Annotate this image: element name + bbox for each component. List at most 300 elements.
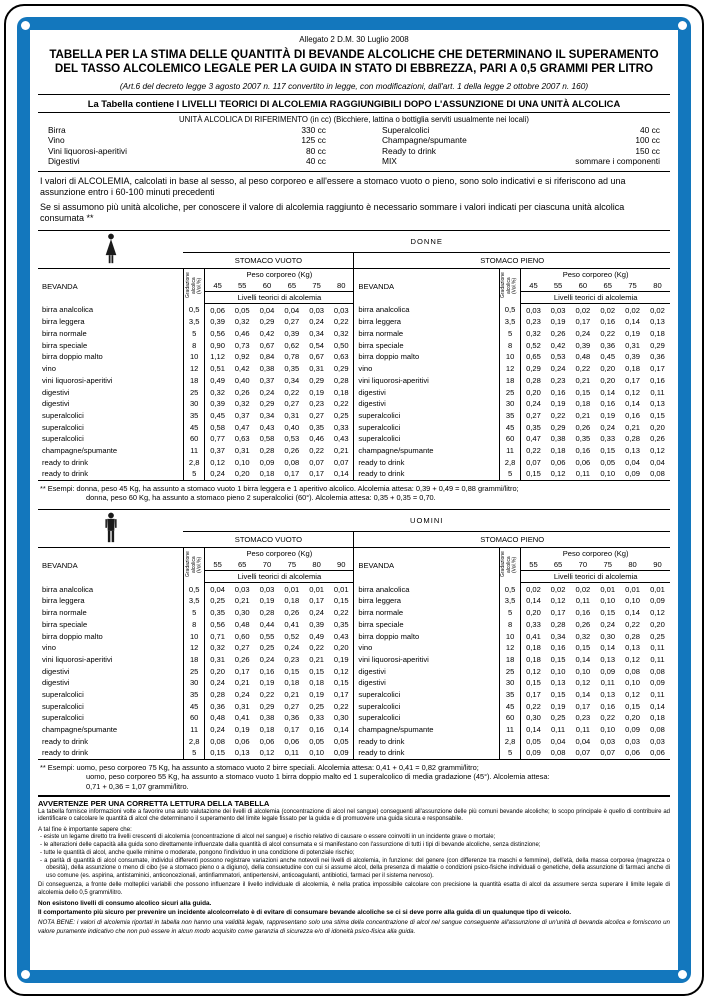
alcolemia-value: 0,42: [234, 364, 250, 374]
alcolemia-value: 0,02: [575, 305, 591, 315]
bevanda-label: vini liquorosi-aperitivi: [354, 654, 499, 666]
alcolemia-value: 0,16: [309, 725, 325, 734]
table-row: [38, 630, 670, 642]
alcolemia-value: 0,18: [575, 399, 591, 409]
alcolemia-value: 0,16: [575, 608, 591, 618]
alcolemia-value: 0,14: [575, 654, 591, 664]
alcolemia-value: 0,29: [259, 317, 275, 327]
alcolemia-value: 0,21: [333, 445, 349, 455]
bevanda-label: birra analcolica: [42, 305, 94, 315]
gradazione-value: 8: [183, 618, 204, 630]
weight-header: 70: [570, 559, 595, 571]
bevanda-label: champagne/spumante: [42, 445, 118, 455]
gradazione-value: 18: [499, 374, 520, 386]
weight-header: 75: [620, 280, 645, 292]
alcolemia-value: 0,14: [625, 399, 640, 409]
alcolemia-value: 0,13: [600, 689, 616, 699]
alcolemia-value: 0,25: [210, 596, 225, 606]
gradazione-value: 0,5: [183, 304, 204, 316]
alcolemia-value: 0,62: [284, 340, 300, 350]
bevanda-label: ready to drink: [354, 456, 499, 468]
unit-name: Digestivi: [48, 156, 80, 167]
weight-header: 80: [304, 559, 329, 571]
alcolemia-value: 0,11: [575, 596, 590, 606]
alcolemia-value: 0,10: [575, 666, 591, 676]
alcolemia-value: 0,28: [333, 375, 349, 385]
alcolemia-value: 0,12: [650, 608, 665, 618]
alcolemia-value: 0,22: [333, 317, 349, 327]
alcolemia-value: 0,29: [259, 701, 275, 711]
alcolemia-value: 0,03: [309, 305, 325, 315]
weight-header: 65: [546, 559, 571, 571]
gradazione-value: 8: [499, 618, 520, 630]
alcolemia-value: 0,23: [550, 375, 566, 385]
avvertenze-bullet: - esiste un legame diretto tra livelli crescenti di alcolemia (concentrazione di alcol nel sangue) e rischio relativo di causare o essere coinvolti in un incidente grave o mortale;: [40, 834, 496, 841]
alcolemia-value: 0,13: [230, 747, 255, 759]
alcolemia-value: 0,16: [600, 701, 616, 711]
alcolemia-value: 0,15: [284, 666, 300, 676]
gradazione-value: 5: [183, 747, 204, 759]
donne-table: [38, 230, 670, 481]
alcolemia-value: 0,07: [333, 457, 349, 467]
alcolemia-value: 0,60: [234, 631, 250, 641]
unit-column-right: [382, 125, 660, 167]
avvertenze-bullet: - tutte le quantità di alcol, anche quelle minime o moderate, pongono l'individuo in una condizione di potenziale rischio;: [40, 849, 355, 856]
alcolemia-value: 0,21: [284, 689, 300, 699]
alcolemia-value: 0,28: [550, 619, 566, 629]
weight-header: 60: [255, 280, 280, 292]
alcolemia-value: 0,02: [550, 584, 566, 594]
alcolemia-value: 0,18: [650, 329, 665, 339]
unit-name: Vini liquorosi-aperitivi: [48, 145, 127, 156]
alcolemia-value: 0,03: [550, 305, 566, 315]
weight-header: 55: [205, 559, 230, 571]
bevanda-label: ready to drink: [354, 468, 499, 480]
gradazione-value: 5: [499, 328, 520, 340]
table-row: [38, 665, 670, 677]
alcolemia-value: 0,36: [650, 352, 665, 362]
alcolemia-value: 0,24: [600, 619, 616, 629]
alcolemia-value: 0,41: [526, 631, 541, 641]
alcolemia-value: 0,43: [333, 631, 349, 641]
table-row: [38, 410, 670, 422]
alcolemia-value: 0,38: [259, 713, 275, 723]
alcolemia-value: 0,46: [234, 329, 250, 339]
alcolemia-value: 0,20: [210, 666, 225, 676]
alcolemia-value: 0,32: [210, 643, 225, 653]
avvertenze-bullet: - le alterazioni delle capacità alla guida sono direttamente influenzate dalla quantità di alcol consumata e si manifestano con l'assunzione di tutti i tipi di bevande alcoliche, senza distinzione;: [40, 841, 541, 848]
alcolemia-value: 0,28: [210, 689, 225, 699]
alcolemia-value: 0,09: [600, 666, 616, 676]
alcolemia-value: 0,12: [650, 445, 665, 455]
alcolemia-value: 0,13: [625, 445, 640, 455]
alcolemia-value: 0,29: [650, 340, 665, 350]
gradazione-header-label: Gradazione alcolica (Vol.%): [500, 272, 518, 299]
gradazione-header-label: Gradazione alcolica (Vol.%): [184, 272, 203, 299]
contains-line: La Tabella contiene I LIVELLI TEORICI DI ALCOLEMIA RAGGIUNGIBILI DOPO L'ASSUNZIONE DI UNA UNITÀ ALCOLICA: [87, 97, 621, 109]
gradazione-value: 30: [499, 677, 520, 689]
unit-reference-list: [38, 125, 670, 169]
alcolemia-value: 0,42: [550, 340, 566, 350]
alcolemia-value: 0,26: [234, 654, 250, 664]
alcolemia-value: 0,13: [650, 317, 665, 327]
alcolemia-value: 0,11: [650, 387, 665, 397]
alcolemia-value: 0,48: [210, 713, 225, 723]
alcolemia-value: 0,17: [333, 689, 349, 699]
alcolemia-value: 0,11: [575, 725, 590, 734]
alcolemia-value: 0,10: [234, 457, 250, 467]
gradazione-value: 5: [183, 328, 204, 340]
bevanda-label: ready to drink: [354, 747, 499, 759]
table-row: [38, 618, 670, 630]
alcolemia-value: 0,43: [333, 434, 349, 444]
table-row: [38, 398, 670, 410]
weight-header: 60: [570, 280, 595, 292]
gradazione-value: 45: [183, 700, 204, 712]
alcolemia-value: 0,12: [333, 666, 349, 676]
alcolemia-value: 0,22: [333, 399, 349, 409]
alcolemia-value: 0,32: [526, 329, 541, 339]
alcolemia-value: 0,05: [333, 736, 349, 746]
alcolemia-value: 0,35: [309, 422, 325, 432]
alcolemia-value: 0,02: [526, 584, 541, 594]
donne-table-container: [38, 230, 670, 481]
gradazione-value: 60: [183, 712, 204, 724]
divider: [38, 795, 670, 797]
footnote-line: ** Esempi: donna, peso 45 Kg, ha assunto a stomaco vuoto 1 birra leggera e 1 aperitivo alcolico. Alcolemia attesa: 0,39 + 0,49 = 0,88 grammi/litro;: [40, 483, 519, 493]
alcolemia-value: 0,09: [650, 678, 665, 688]
unit-name: Superalcolici: [382, 124, 430, 135]
alcolemia-value: 0,17: [575, 701, 591, 711]
table-row: [38, 386, 670, 398]
alcolemia-value: 0,15: [333, 678, 349, 688]
alcolemia-value: 0,15: [521, 468, 546, 480]
alcolemia-value: 0,30: [526, 713, 541, 723]
alcolemia-value: 0,30: [600, 631, 616, 641]
gradazione-value: 35: [183, 689, 204, 701]
unit-name: Champagne/spumante: [382, 135, 467, 146]
alcolemia-value: 0,28: [259, 608, 275, 618]
alcolemia-value: 0,06: [210, 305, 225, 315]
table-row: [38, 595, 670, 607]
man-icon: [103, 512, 119, 543]
alcolemia-value: 0,18: [650, 713, 665, 723]
alcolemia-value: 0,02: [600, 305, 616, 315]
alcolemia-value: 0,25: [550, 713, 566, 723]
bevanda-label: ready to drink: [38, 468, 183, 480]
alcolemia-value: 0,18: [284, 596, 300, 606]
unit-name: Vino: [48, 135, 65, 146]
gradazione-value: 11: [183, 724, 204, 736]
alcolemia-value: 0,63: [234, 434, 250, 444]
divider: [38, 112, 670, 113]
stomaco-vuoto-header: STOMACO VUOTO: [183, 531, 353, 547]
bevanda-label: superalcolici: [354, 410, 499, 422]
alcolemia-value: 0,18: [526, 654, 541, 664]
uomini-table: [38, 509, 670, 760]
alcolemia-value: 0,73: [234, 340, 250, 350]
alcolemia-value: 0,54: [309, 340, 325, 350]
weight-header: 75: [304, 280, 329, 292]
alcolemia-value: 0,06: [620, 747, 645, 759]
alcolemia-value: 0,41: [284, 619, 300, 629]
alcolemia-value: 0,05: [234, 305, 250, 315]
alcolemia-value: 0,24: [600, 422, 616, 432]
alcolemia-value: 0,35: [210, 608, 225, 618]
alcolemia-value: 0,45: [600, 352, 616, 362]
bevanda-label: vini liquorosi-aperitivi: [42, 654, 113, 664]
bevanda-label: birra speciale: [42, 340, 88, 350]
gradazione-value: 8: [499, 339, 520, 351]
bevanda-label: birra leggera: [42, 317, 85, 327]
table-row: [38, 700, 670, 712]
alcolemia-value: 0,31: [234, 445, 250, 455]
alcolemia-value: 0,24: [575, 329, 591, 339]
alcolemia-value: 0,16: [650, 375, 665, 385]
gradazione-value: 10: [183, 351, 204, 363]
table-row: [38, 328, 670, 340]
alcolemia-value: 0,11: [550, 725, 566, 734]
bevanda-label: birra analcolica: [42, 584, 94, 594]
alcolemia-value: 0,14: [600, 387, 616, 397]
bevanda-label: superalcolici: [354, 421, 499, 433]
gradazione-value: 60: [183, 433, 204, 445]
alcolemia-value: 0,31: [625, 340, 640, 350]
alcolemia-value: 0,24: [259, 387, 275, 397]
alcolemia-value: 0,15: [575, 643, 591, 653]
alcolemia-value: 0,19: [234, 725, 250, 734]
alcolemia-value: 0,11: [650, 689, 665, 699]
alcolemia-value: 0,11: [600, 678, 615, 688]
warning-line-1: Non esistono livelli di consumo alcolico sicuri alla guida.: [38, 899, 212, 907]
gradazione-value: 12: [499, 363, 520, 375]
alcolemia-value: 0,19: [333, 654, 349, 664]
alcolemia-value: 0,27: [284, 701, 300, 711]
alcolemia-value: 0,34: [309, 329, 325, 339]
alcolemia-value: 0,35: [575, 434, 591, 444]
bevanda-label: ready to drink: [354, 735, 499, 747]
alcolemia-value: 0,01: [309, 584, 325, 594]
bevanda-label: digestivi: [354, 665, 499, 677]
divider: [38, 171, 670, 172]
gradazione-value: 25: [183, 665, 204, 677]
alcolemia-value: 0,07: [570, 747, 595, 759]
alcolemia-value: 0,24: [526, 399, 541, 409]
alcolemia-value: 0,03: [526, 305, 541, 315]
alcolemia-value: 0,14: [526, 596, 541, 606]
alcolemia-value: 0,18: [309, 678, 325, 688]
alcolemia-value: 0,46: [309, 434, 325, 444]
weight-header: 80: [620, 559, 645, 571]
alcolemia-value: 0,27: [234, 643, 250, 653]
alcolemia-value: 0,48: [234, 619, 250, 629]
alcolemia-value: 0,03: [333, 305, 349, 315]
page-title: TABELLA PER LA STIMA DELLE QUANTITÀ DI BEVANDE ALCOLICHE CHE DETERMINANO IL SUPERAMENTO DEL TASSO ALCOLEMICO LEGALE PER LA GUIDA IN STATO DI EBBREZZA, PARI A 0,5 GRAMMI PER LITRO: [49, 48, 659, 76]
alcolemia-value: 0,22: [333, 608, 349, 618]
alcolemia-value: 0,06: [645, 747, 670, 759]
alcolemia-value: 0,42: [259, 329, 275, 339]
sign-content: [38, 35, 670, 965]
alcolemia-value: 0,21: [575, 375, 591, 385]
alcolemia-value: 0,34: [259, 410, 275, 420]
bevanda-label: vino: [42, 643, 56, 653]
alcolemia-value: 0,05: [309, 736, 325, 746]
gradazione-value: 35: [499, 689, 520, 701]
alcolemia-value: 0,15: [575, 387, 591, 397]
bevanda-label: birra doppio malto: [42, 631, 103, 641]
alcolemia-value: 0,12: [526, 666, 541, 676]
alcolemia-value: 0,24: [210, 725, 225, 734]
footnote-line: 0,71 + 0,36 = 1,07 grammi/litro.: [86, 781, 189, 791]
alcolemia-value: 0,32: [210, 387, 225, 397]
alcolemia-value: 0,01: [600, 584, 616, 594]
avvertenze-bullets: [38, 834, 670, 881]
table-row: [38, 607, 670, 619]
alcolemia-value: 0,24: [259, 654, 275, 664]
alcolemia-value: 0,50: [333, 340, 349, 350]
alcolemia-value: 0,21: [575, 410, 591, 420]
alcolemia-value: 0,03: [650, 736, 665, 746]
alcolemia-value: 0,15: [526, 678, 541, 688]
bevanda-label: superalcolici: [42, 422, 84, 432]
alcolemia-value: 0,63: [333, 352, 349, 362]
man-icon-cell: [38, 509, 183, 547]
alcolemia-value: 0,12: [255, 747, 280, 759]
alcolemia-value: 0,25: [650, 631, 665, 641]
alcolemia-value: 0,04: [575, 736, 591, 746]
bevanda-label: birra doppio malto: [354, 351, 499, 363]
alcolemia-value: 0,39: [210, 317, 225, 327]
gradazione-value: 3,5: [499, 316, 520, 328]
weight-header: 75: [595, 559, 620, 571]
table-row: [38, 712, 670, 724]
alcolemia-value: 0,06: [550, 457, 566, 467]
gradazione-value: 5: [499, 468, 520, 480]
livelli-header: Livelli teorici di alcolemia: [521, 292, 670, 304]
gradazione-value: 12: [499, 642, 520, 654]
alcolemia-value: 0,16: [600, 317, 616, 327]
bevanda-label: superalcolici: [42, 410, 84, 420]
gradazione-header-label: Gradazione alcolica (Vol.%): [184, 551, 203, 578]
unit-row: [48, 125, 326, 136]
uomini-title: UOMINI: [183, 509, 670, 531]
bevanda-label: superalcolici: [42, 713, 84, 723]
alcolemia-value: 0,51: [210, 364, 225, 374]
alcolemia-value: 0,08: [650, 666, 665, 676]
weight-header: 65: [595, 280, 620, 292]
table-row: [38, 339, 670, 351]
alcolemia-value: 0,31: [234, 701, 250, 711]
weight-header: 55: [521, 559, 546, 571]
alcolemia-value: 0,01: [333, 584, 349, 594]
stomaco-vuoto-header: STOMACO VUOTO: [183, 252, 353, 268]
alcolemia-value: 0,08: [546, 747, 571, 759]
alcolemia-value: 0,27: [284, 317, 300, 327]
alcolemia-value: 0,06: [234, 736, 250, 746]
bevanda-label: ready to drink: [42, 457, 89, 467]
alcolemia-value: 0,49: [309, 631, 325, 641]
alcolemia-value: 0,15: [205, 747, 230, 759]
alcolemia-value: 0,07: [526, 457, 541, 467]
avvertenze-paragraph: La tabella fornisce informazioni volte a favorire una auto valutazione dei livelli di alcolemia (concentrazione di alcol nel sangue) conseguenti all'assunzione delle più comuni bevande alcoliche; lo scopo principale è quello di contribuire ad identificare o calcolare le quantità di alcol che determinano il superamento del limite legale fissato per la guida e di promuovere una guida sicura e responsabile.: [38, 808, 670, 823]
alcolemia-value: 0,16: [575, 445, 591, 455]
alcolemia-value: 0,37: [234, 410, 250, 420]
bevanda-label: birra normale: [354, 607, 499, 619]
gradazione-value: 60: [499, 433, 520, 445]
gradazione-value: 5: [499, 607, 520, 619]
gradazione-value: 5: [183, 468, 204, 480]
unit-row: [48, 146, 326, 157]
donne-title: DONNE: [183, 230, 670, 252]
alcolemia-value: 0,27: [284, 399, 300, 409]
alcolemia-value: 0,26: [575, 422, 591, 432]
gradazione-value: 60: [499, 712, 520, 724]
bevanda-label: birra normale: [354, 328, 499, 340]
alcolemia-value: 0,27: [309, 410, 325, 420]
alcolemia-value: 0,41: [234, 713, 250, 723]
alcolemia-value: 0,77: [210, 434, 225, 444]
bevanda-label: digestivi: [354, 398, 499, 410]
warning-line-2: Il comportamento più sicuro per prevenire un incidente alcolcorrelato è di evitare di consumare bevande alcoliche se ci si deve porre alla guida di un qualunque tipo di veicolo.: [38, 908, 572, 916]
alcolemia-value: 0,13: [600, 654, 616, 664]
alcolemia-value: 0,92: [234, 352, 250, 362]
alcolemia-value: 0,33: [309, 713, 325, 723]
alcolemia-value: 0,56: [210, 619, 225, 629]
alcolemia-value: 0,13: [650, 399, 665, 409]
uomini-footnote: [40, 763, 670, 792]
table-row: [38, 747, 670, 759]
alcolemia-value: 0,34: [284, 375, 300, 385]
bevanda-label: superalcolici: [354, 433, 499, 445]
alcolemia-value: 0,21: [309, 654, 325, 664]
alcolemia-value: 0,21: [234, 596, 250, 606]
law-reference: (Art.6 del decreto legge 3 agosto 2007 n. 117 convertito in legge, con modificazioni, dall'art. 1 della legge 2 ottobre 2007 n. 160): [119, 80, 589, 91]
alcolemia-value: 0,39: [309, 619, 325, 629]
alcolemia-value: 0,33: [526, 619, 541, 629]
alcolemia-value: 0,12: [625, 654, 640, 664]
gradazione-value: 0,5: [499, 304, 520, 316]
bevanda-label: digestivi: [42, 678, 70, 688]
alcolemia-value: 0,31: [210, 654, 225, 664]
alcolemia-value: 1,12: [210, 352, 225, 362]
bevanda-label: digestivi: [42, 666, 70, 676]
alcolemia-value: 0,12: [550, 596, 566, 606]
alcolemia-value: 0,26: [575, 619, 591, 629]
alcolemia-value: 0,36: [210, 701, 225, 711]
avvertenze-title: AVVERTENZE PER UNA CORRETTA LETTURA DELLA TABELLA: [38, 798, 270, 808]
gradazione-value: 8: [183, 339, 204, 351]
avvertenze-conclusion: Di conseguenza, a fronte delle molteplici variabili che possono influenzare il livello individuale di alcolemia, è nella pratica impossibile calcolare con precisione la quantità esatta di alcol da assumere senza superare il limite legale di alcolemia dello 0,5 grammi/litro.: [38, 881, 670, 896]
alcolemia-value: 0,19: [550, 317, 566, 327]
table-row: [38, 363, 670, 375]
alcolemia-value: 0,31: [284, 410, 300, 420]
bevanda-label: champagne/spumante: [354, 724, 499, 736]
unit-row: [382, 135, 660, 146]
weight-header: 45: [521, 280, 546, 292]
bevanda-label: birra leggera: [354, 595, 499, 607]
bevanda-label: birra analcolica: [354, 583, 499, 595]
bevanda-label: digestivi: [42, 387, 70, 397]
alcolemia-value: 0,10: [550, 666, 566, 676]
unit-name: MIX: [382, 156, 397, 167]
alcolemia-value: 0,14: [575, 689, 591, 699]
alcolemia-value: 0,06: [284, 736, 300, 746]
alcolemia-value: 0,22: [526, 701, 541, 711]
alcolemia-value: 0,11: [279, 747, 304, 759]
bevanda-label: superalcolici: [354, 712, 499, 724]
gradazione-value: 11: [183, 445, 204, 457]
gradazione-value: 35: [183, 410, 204, 422]
